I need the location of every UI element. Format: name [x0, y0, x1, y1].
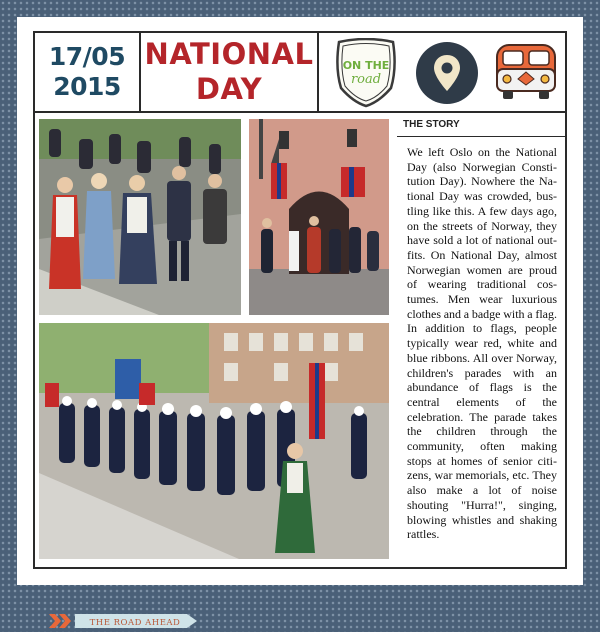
- photo-marching-band: [39, 323, 389, 559]
- story-heading: THE STORY: [397, 113, 565, 137]
- title-line-2: DAY: [195, 72, 263, 106]
- road-ahead-arrow-label: [49, 610, 199, 632]
- camper-van-icon: [493, 39, 559, 105]
- on-the-road-badge-icon: [333, 38, 399, 108]
- date-box: [35, 33, 141, 113]
- page-title: [141, 33, 319, 113]
- photo-building-flags: [249, 119, 389, 315]
- photo-women-costumes: [39, 119, 241, 315]
- scrapbook-card: [17, 17, 583, 628]
- location-pin-icon: [415, 41, 479, 105]
- badge-road-line-1: ON THE: [342, 59, 390, 72]
- photo-collage: [35, 113, 397, 628]
- badges-row: [319, 33, 565, 113]
- date-year: 2015: [53, 72, 121, 101]
- road-ahead-text: THE ROAD AHEAD: [89, 618, 181, 628]
- layout-frame: [33, 31, 567, 628]
- date-day-month: 17/05: [48, 42, 126, 71]
- story-text: We left Oslo on the National Day (also Norwegian Constitution Day). Nowhere the National Day was crowded, bustling like this. A few days ago, on the streets of Norway, they have sold a lot of national outfits. On National Day, almost Norwegian women are proud of wearing traditional costumes. Men wear luxurious clothes and a badge with a flag. In addition to flags, people typically wear red, white and blue ribbons. All over Norway, children's parades with an abundance of flags is the central elements of the celebration. The parade takes the children through the community, often making stops at homes of senior citizens, war memorials, etc. They also make a lot of noise shouting "Hurra!", singing, blowing whistles and shaking rattles.: [407, 145, 557, 542]
- badge-road-line-2: road: [350, 72, 382, 87]
- title-line-1: NATIONAL: [144, 37, 314, 71]
